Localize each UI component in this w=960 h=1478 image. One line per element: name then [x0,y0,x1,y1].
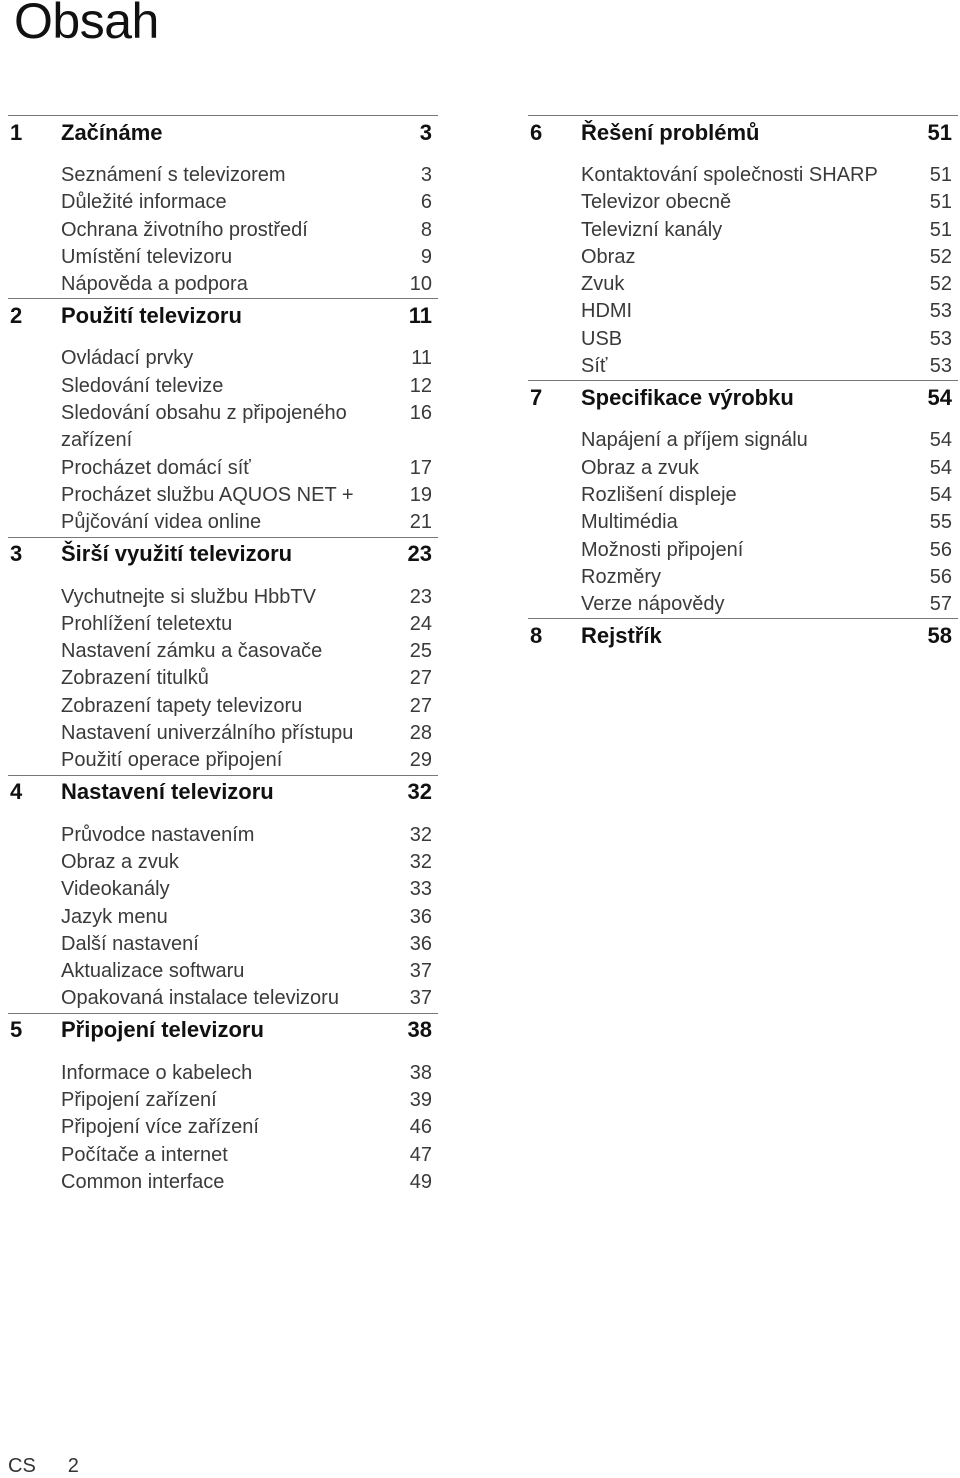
toc-entry[interactable] [61,509,438,536]
toc-entry-page-number: 36 [409,905,432,928]
toc-entry-page-number: 38 [409,1061,432,1084]
toc-entry[interactable] [61,985,438,1012]
toc-entry[interactable] [581,482,958,509]
toc-chapter-heading[interactable] [528,619,958,652]
toc-chapter-heading[interactable] [528,381,958,414]
toc-entry-page-number: 33 [409,878,432,901]
chapter-page-number: 51 [927,119,952,145]
toc-entry-page-number: 56 [929,538,952,561]
toc-entry-page-number: 23 [409,585,432,608]
toc-entry-page-number: 57 [929,593,952,616]
toc-entry-page-number: 53 [929,300,952,323]
toc-entry[interactable] [581,537,958,564]
toc-entry-title: Videokanály [61,878,170,901]
toc-entry[interactable] [61,720,438,747]
toc-entry-title: Common interface [61,1170,225,1193]
toc-chapter-heading[interactable] [8,776,438,809]
toc-entry[interactable] [61,693,438,720]
toc-section [8,298,438,536]
toc-entry-title: Televizní kanály [581,218,723,241]
toc-entry-title: Prohlížení teletextu [61,612,233,635]
toc-entry-page-number: 39 [409,1089,432,1112]
chapter-page-number: 23 [407,541,432,567]
toc-entry-title: Použití operace připojení [61,749,283,772]
toc-entry-title: Aktualizace softwaru [61,960,245,983]
toc-entry[interactable] [581,455,958,482]
toc-chapter-heading[interactable] [8,299,438,332]
toc-entry-title: Vychutnejte si službu HbbTV [61,585,316,608]
toc-entry[interactable] [61,373,438,400]
toc-entry-page-number: 51 [929,164,952,186]
toc-entry[interactable] [61,345,438,372]
toc-section [8,775,438,1013]
toc-entry-page-number: 25 [409,640,432,663]
toc-entry-page-number: 8 [420,218,432,241]
page-title: Obsah [14,0,159,49]
toc-entry[interactable] [61,1060,438,1087]
toc-entry-title: Procházet službu AQUOS NET + [61,483,354,506]
toc-entry-page-number: 53 [929,355,952,378]
chapter-title: Nastavení televizoru [61,779,274,805]
toc-entry-page-number: 36 [409,932,432,955]
toc-entry-page-number: 49 [409,1170,432,1193]
toc-entry[interactable] [61,217,438,244]
toc-entry-page-number: 55 [929,511,952,534]
toc-entry[interactable] [61,958,438,985]
toc-entry[interactable] [61,162,438,189]
toc-entry-page-number: 19 [409,483,432,506]
toc-entry-title: Ochrana životního prostředí [61,218,308,241]
toc-right-column [528,115,958,652]
toc-entry[interactable] [61,747,438,774]
toc-entry[interactable] [61,271,438,298]
toc-entry-title: Napájení a příjem signálu [581,429,808,452]
chapter-title: Připojení televizoru [61,1017,264,1043]
toc-entry[interactable] [61,189,438,216]
toc-chapter-heading[interactable] [8,538,438,571]
chapter-page-number: 38 [407,1017,432,1043]
toc-entry[interactable] [581,326,958,353]
toc-entry[interactable] [61,638,438,665]
toc-entry-page-number: 37 [409,987,432,1010]
toc-entry-page-number: 54 [929,456,952,479]
toc-entry-page-number: 52 [929,245,952,268]
toc-entry[interactable] [581,271,958,298]
toc-entry[interactable] [581,591,958,618]
toc-entry-title: Umístění televizoru [61,245,233,268]
toc-entry-title: Další nastavení [61,932,199,955]
toc-chapter-heading[interactable] [8,1014,438,1047]
page-footer [8,1455,79,1478]
toc-item-list [61,822,438,1013]
toc-entry-title: Sledování obsahu z připojeného zařízení [61,402,347,452]
toc-entry-page-number: 47 [409,1143,432,1166]
toc-entry-page-number: 3 [420,164,432,186]
toc-entry[interactable] [581,427,958,454]
toc-entry[interactable] [61,1169,438,1196]
toc-entry[interactable] [581,162,958,189]
toc-entry-title: Obraz a zvuk [581,456,699,479]
chapter-title: Rejstřík [581,622,662,648]
chapter-number: 3 [10,541,23,567]
toc-entry-page-number: 10 [409,273,432,296]
toc-entry-title: Připojení zařízení [61,1089,217,1112]
toc-entry-page-number: 16 [409,402,432,425]
toc-entry-page-number: 54 [929,429,952,452]
chapter-page-number: 32 [407,779,432,805]
toc-entry-page-number: 56 [929,565,952,588]
toc-entry[interactable] [61,931,438,958]
toc-entry-title: Televizor obecně [581,191,732,214]
toc-entry[interactable] [61,482,438,509]
toc-entry-title: Nastavení univerzálního přístupu [61,722,354,745]
chapter-number: 1 [10,119,23,145]
toc-entry-page-number: 51 [929,218,952,241]
toc-entry-title: Průvodce nastavením [61,823,255,846]
toc-section [528,380,958,618]
footer-language: CS [8,1455,36,1477]
chapter-number: 7 [530,384,543,410]
toc-entry-page-number: 27 [409,667,432,690]
toc-entry-title: Rozměry [581,565,662,588]
toc-entry-page-number: 27 [409,694,432,717]
chapter-page-number: 54 [927,384,952,410]
toc-entry-title: Jazyk menu [61,905,168,928]
toc-entry[interactable] [61,665,438,692]
chapter-title: Začínáme [61,119,163,145]
toc-entry[interactable] [61,611,438,638]
toc-entry-page-number: 51 [929,191,952,214]
chapter-number: 6 [530,119,543,145]
toc-entry[interactable] [61,244,438,271]
chapter-number: 4 [10,779,23,805]
chapter-page-number: 11 [408,302,432,328]
toc-entry[interactable] [581,353,958,380]
toc-entry-page-number: 32 [409,823,432,846]
toc-entry-title: Půjčování videa online [61,511,262,534]
toc-entry-page-number: 9 [420,245,432,268]
toc-entry-page-number: 28 [409,722,432,745]
toc-item-list [581,162,958,380]
toc-entry-title: Zobrazení tapety televizoru [61,694,303,717]
toc-entry-page-number: 53 [929,327,952,350]
footer-page-number: 2 [67,1455,79,1477]
toc-entry-title: Zvuk [581,273,625,296]
chapter-number: 8 [530,622,543,648]
toc-entry-page-number: 29 [409,749,432,772]
toc-entry-page-number: 37 [409,960,432,983]
toc-item-list [61,584,438,775]
toc-entry-title: Obraz [581,245,636,268]
chapter-number: 2 [10,302,23,328]
toc-entry[interactable] [581,217,958,244]
toc-entry-page-number: 54 [929,483,952,506]
toc-entry[interactable] [61,849,438,876]
toc-entry-title: HDMI [581,300,633,323]
chapter-title: Použití televizoru [61,302,242,328]
toc-section [8,537,438,775]
toc-entry[interactable] [61,1114,438,1141]
toc-entry-title: Připojení více zařízení [61,1116,259,1139]
toc-entry-title: Sledování televize [61,374,224,397]
toc-entry[interactable] [61,1142,438,1169]
toc-entry[interactable] [61,904,438,931]
toc-item-list [581,427,958,618]
toc-entry-page-number: 24 [409,612,432,635]
toc-left-column [8,115,438,1196]
chapter-title: Specifikace výrobku [581,384,794,410]
toc-section [8,115,438,298]
toc-entry-title: Síť [581,355,608,378]
toc-entry-page-number: 46 [409,1116,432,1139]
toc-entry-page-number: 21 [409,511,432,534]
toc-entry-title: Ovládací prvky [61,347,194,370]
toc-entry-title: Důležité informace [61,191,227,214]
toc-entry[interactable] [61,876,438,903]
toc-entry[interactable] [581,564,958,591]
toc-entry[interactable] [61,584,438,611]
chapter-title: Širší využití televizoru [61,541,293,567]
chapter-number: 5 [10,1017,23,1043]
toc-entry-page-number: 52 [929,273,952,296]
toc-section [528,115,958,380]
toc-entry-title: Zobrazení titulků [61,667,209,690]
toc-entry-title: Nápověda a podpora [61,273,248,296]
toc-entry[interactable] [61,400,438,455]
chapter-page-number: 3 [419,119,432,145]
toc-entry-title: Obraz a zvuk [61,850,179,873]
toc-entry-title: Informace o kabelech [61,1061,253,1084]
toc-entry-title: Multimédia [581,511,678,534]
toc-entry-title: Seznámení s televizorem [61,164,286,186]
toc-entry-title: Nastavení zámku a časovače [61,640,323,663]
toc-chapter-heading[interactable] [8,116,438,149]
toc-entry-title: Rozlišení displeje [581,483,737,506]
toc-item-list [61,1060,438,1196]
toc-entry[interactable] [581,298,958,325]
toc-entry-page-number: 17 [409,456,432,479]
toc-item-list [61,345,438,536]
chapter-page-number: 58 [927,622,952,648]
toc-entry[interactable] [61,822,438,849]
toc-section [8,1013,438,1196]
toc-entry[interactable] [61,455,438,482]
toc-entry-title: USB [581,327,623,350]
toc-entry-title: Verze nápovědy [581,593,725,616]
toc-entry-page-number: 12 [409,374,432,397]
toc-entry-title: Kontaktování společnosti SHARP [581,164,878,186]
toc-entry-title: Opakovaná instalace televizoru [61,987,339,1010]
toc-item-list [61,162,438,298]
toc-entry-page-number: 32 [409,850,432,873]
toc-entry[interactable] [581,189,958,216]
toc-entry-title: Možnosti připojení [581,538,744,561]
toc-entry-title: Procházet domácí síť [61,456,251,479]
toc-entry[interactable] [581,509,958,536]
toc-chapter-heading[interactable] [528,116,958,149]
toc-entry[interactable] [61,1087,438,1114]
chapter-title: Řešení problémů [581,119,760,145]
toc-entry-page-number: 11 [411,347,432,370]
toc-section [528,618,958,652]
toc-entry-title: Počítače a internet [61,1143,228,1166]
toc-entry[interactable] [581,244,958,271]
toc-entry-page-number: 6 [420,191,432,214]
